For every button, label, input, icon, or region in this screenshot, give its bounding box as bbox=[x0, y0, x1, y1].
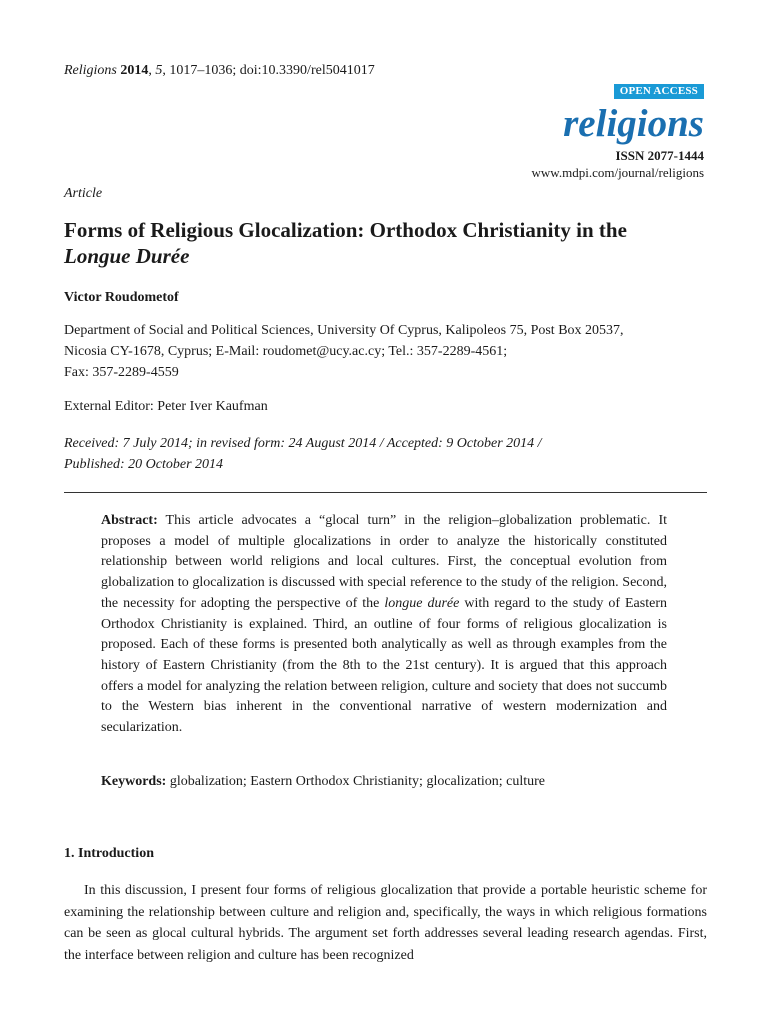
article-type: Article bbox=[64, 186, 103, 201]
journal-website: www.mdpi.com/journal/religions bbox=[531, 165, 704, 180]
publication-dates bbox=[64, 433, 714, 475]
abstract bbox=[101, 511, 667, 739]
title-line-2: Longue Durée bbox=[64, 244, 190, 268]
author-affiliation bbox=[64, 320, 714, 383]
affiliation-line-3: Fax: 357-2289-4559 bbox=[64, 365, 179, 380]
abstract-text-1: This article advocates a “glocal turn” in the religion–globalization problematic. It proposes a model of multiple glocalizations in order to analyze the historically constituted relationship between world religions and local cultures. First, the conceptual evolution from globalization to glocalization is discussed with special reference to the study of the religion. Second, the necessity for adopting the perspective of the bbox=[101, 513, 667, 611]
section-heading-introduction: 1. Introduction bbox=[64, 846, 154, 861]
citation-pages-doi: , 1017–1036; doi:10.3390/rel5041017 bbox=[162, 63, 375, 78]
keywords-text: globalization; Eastern Orthodox Christianity; glocalization; culture bbox=[166, 774, 546, 789]
keywords-label: Keywords: bbox=[101, 774, 167, 789]
introduction-paragraph: In this discussion, I present four forms of religious glocalization that provide a portable heuristic scheme for examining the relationship between culture and religion and, specifically, the ways in which religious formations can be seen as glocal cultural hybrids. The argument set forth addresses several leading research agendas. First, the interface between religion and culture has been recognized bbox=[64, 883, 707, 963]
open-access-badge: OPEN ACCESS bbox=[614, 84, 704, 99]
author-name: Victor Roudometof bbox=[64, 290, 179, 305]
abstract-text-italic: longue durée bbox=[384, 595, 460, 611]
affiliation-line-2: Nicosia CY-1678, Cyprus; E-Mail: roudomet@ucy.ac.cy; Tel.: 357-2289-4561; bbox=[64, 344, 508, 359]
article-title bbox=[64, 217, 714, 269]
dates-line-1: Received: 7 July 2014; in revised form: 24 August 2014 / Accepted: 9 October 2014 / bbox=[64, 436, 542, 451]
citation-year: 2014 bbox=[120, 63, 149, 78]
keywords bbox=[101, 774, 667, 790]
external-editor: External Editor: Peter Iver Kaufman bbox=[64, 399, 268, 414]
citation-journal: Religions bbox=[64, 63, 117, 78]
header-divider bbox=[64, 492, 707, 493]
abstract-text-2: with regard to the study of Eastern Orthodox Christianity is explained. Third, an outline of four forms of religious glocalization is proposed. Each of these forms is presented both analytically as well as through examples from the history of Eastern Christianity (from the 8th to the 21st century). It is argued that this approach offers a model for analyzing the relation between religion, culture and society that does not succumb to the Western bias inherent in the conventional narrative of western modernization and secularization. bbox=[101, 595, 667, 736]
abstract-label: Abstract: bbox=[101, 513, 158, 528]
journal-logo: religions bbox=[563, 102, 704, 145]
title-line-1: Forms of Religious Glocalization: Orthodox Christianity in the bbox=[64, 218, 627, 242]
dates-line-2: Published: 20 October 2014 bbox=[64, 457, 224, 472]
citation-volume: 5 bbox=[155, 63, 163, 78]
issn: ISSN 2077-1444 bbox=[615, 148, 704, 163]
journal-citation: Religions 2014, 5, 1017–1036; doi:10.3390/rel5041017 bbox=[64, 63, 375, 78]
affiliation-line-1: Department of Social and Political Sciences, University Of Cyprus, Kalipoleos 75, Post Box 20537, bbox=[64, 323, 624, 338]
